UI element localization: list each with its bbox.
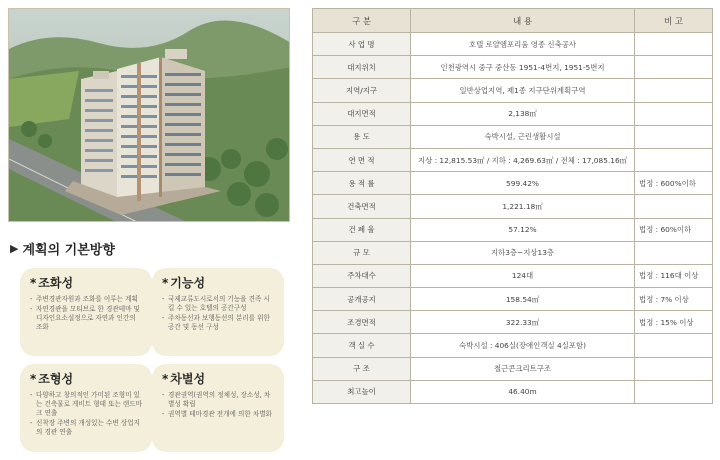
- card-title: * 기능성: [162, 276, 206, 290]
- row-note: 법정 : 116대 이상: [635, 264, 713, 287]
- row-label: 조경면적: [313, 311, 411, 334]
- table-row: [313, 33, 713, 56]
- row-note: 법정 : 600%이하: [635, 172, 713, 195]
- row-content: 57.12%: [411, 218, 635, 241]
- row-label: 공개공지: [313, 288, 411, 311]
- row-label: 건축면적: [313, 195, 411, 218]
- plan-section-heading: [10, 238, 115, 258]
- row-note: [635, 79, 713, 102]
- row-content: 124대: [411, 264, 635, 287]
- table-row: [313, 125, 713, 148]
- row-label: 주차대수: [313, 264, 411, 287]
- row-content: 지하3층~지상13층: [411, 241, 635, 264]
- card-functionality: [152, 268, 284, 356]
- table-row: [313, 148, 713, 171]
- asterisk-icon: *: [30, 372, 37, 386]
- project-overview-table: [312, 8, 712, 404]
- row-label: 연 면 적: [313, 148, 411, 171]
- header-category: 구 분: [313, 9, 411, 33]
- card-title: * 조화성: [30, 276, 74, 290]
- row-label: 최고높이: [313, 380, 411, 403]
- row-content: 호텔 로얄엠포리움 영종 신축공사: [411, 33, 635, 56]
- table-row: [313, 218, 713, 241]
- row-label: 대지위치: [313, 56, 411, 79]
- header-remarks: 비 고: [635, 9, 713, 33]
- table-row: [313, 56, 713, 79]
- row-note: [635, 102, 713, 125]
- row-label: 용 도: [313, 125, 411, 148]
- plan-heading-text: 계획의 기본방향: [22, 242, 115, 258]
- row-content: 인천광역시 중구 중산동 1951-4번지, 1951-5번지: [411, 56, 635, 79]
- card-item: - 자연경관을 모티브로 한 경관테마 및 디자인요소설정으로 자연과 인간의 조화: [30, 305, 144, 332]
- row-note: [635, 125, 713, 148]
- table-row: [313, 195, 713, 218]
- triangle-bullet-icon: ▶: [10, 241, 19, 255]
- table-row: [313, 357, 713, 380]
- card-item: - 권역별 테마경관 전개에 의한 차별화: [162, 410, 276, 419]
- card-title: * 조형성: [30, 372, 74, 386]
- card-item: - 다양하고 창의적인 가미된 조형미 있는 건축물로 게비트 형태 또는 랜드마크 연출: [30, 391, 144, 418]
- row-label: 사 업 명: [313, 33, 411, 56]
- row-content: 158.54㎡: [411, 288, 635, 311]
- card-item: - 주차동선과 보행동선의 분리를 위한 공간 및 동선 구성: [162, 314, 276, 332]
- row-label: 객 실 수: [313, 334, 411, 357]
- card-item: - 국제교류도시로서의 기능을 견족 시킬 수 있는 호텔의 공간구성: [162, 295, 276, 313]
- table-row: [313, 380, 713, 403]
- row-label: 대지면적: [313, 102, 411, 125]
- table-row: [313, 264, 713, 287]
- row-note: [635, 56, 713, 79]
- table-row: [313, 172, 713, 195]
- row-content: 철근콘크리트구조: [411, 357, 635, 380]
- card-item: - 주변경관자원과 조화를 이루는 계획: [30, 295, 144, 304]
- table-row: [313, 79, 713, 102]
- row-note: [635, 148, 713, 171]
- row-note: [635, 357, 713, 380]
- row-label: 지역/지구: [313, 79, 411, 102]
- table-row: [313, 334, 713, 357]
- row-content: 322.33㎡: [411, 311, 635, 334]
- row-note: 법정 : 60%이하: [635, 218, 713, 241]
- row-content: 1,221.18㎡: [411, 195, 635, 218]
- row-content: 숙박시설, 근린생활시설: [411, 125, 635, 148]
- card-item: - 경관권역(권역의 정체성, 장소성, 차별성 확립: [162, 391, 276, 409]
- row-content: 지상 : 12,815.53㎡ / 지하 : 4,269.63㎡ / 전체 : 17,085.16㎡: [411, 148, 635, 171]
- row-label: 건 폐 율: [313, 218, 411, 241]
- row-label: 용 적 률: [313, 172, 411, 195]
- card-item: - 신착장 주변의 개성있는 수변 상업지의 경관 연출: [30, 419, 144, 437]
- row-label: 구 조: [313, 357, 411, 380]
- row-note: 법정 : 15% 이상: [635, 311, 713, 334]
- table-row: [313, 311, 713, 334]
- card-title: * 차별성: [162, 372, 206, 386]
- row-content: 일반상업지역, 제1종 지구단위계획구역: [411, 79, 635, 102]
- row-label: 규 모: [313, 241, 411, 264]
- row-content: 46.40m: [411, 380, 635, 403]
- row-note: [635, 380, 713, 403]
- table-row: [313, 102, 713, 125]
- asterisk-icon: *: [162, 372, 169, 386]
- table-row: [313, 288, 713, 311]
- row-content: 2,138㎡: [411, 102, 635, 125]
- building-rendering: [8, 8, 290, 222]
- table-header-row: [313, 9, 713, 33]
- row-note: [635, 334, 713, 357]
- asterisk-icon: *: [162, 276, 169, 290]
- row-content: 숙박시설 : 406실(장애인객실 4실포함): [411, 334, 635, 357]
- row-note: [635, 195, 713, 218]
- header-content: 내 용: [411, 9, 635, 33]
- card-form: [20, 364, 152, 452]
- table-row: [313, 241, 713, 264]
- row-content: 599.42%: [411, 172, 635, 195]
- card-differentiation: [152, 364, 284, 452]
- row-note: [635, 241, 713, 264]
- row-note: 법정 : 7% 이상: [635, 288, 713, 311]
- asterisk-icon: *: [30, 276, 37, 290]
- row-note: [635, 33, 713, 56]
- card-harmony: [20, 268, 152, 356]
